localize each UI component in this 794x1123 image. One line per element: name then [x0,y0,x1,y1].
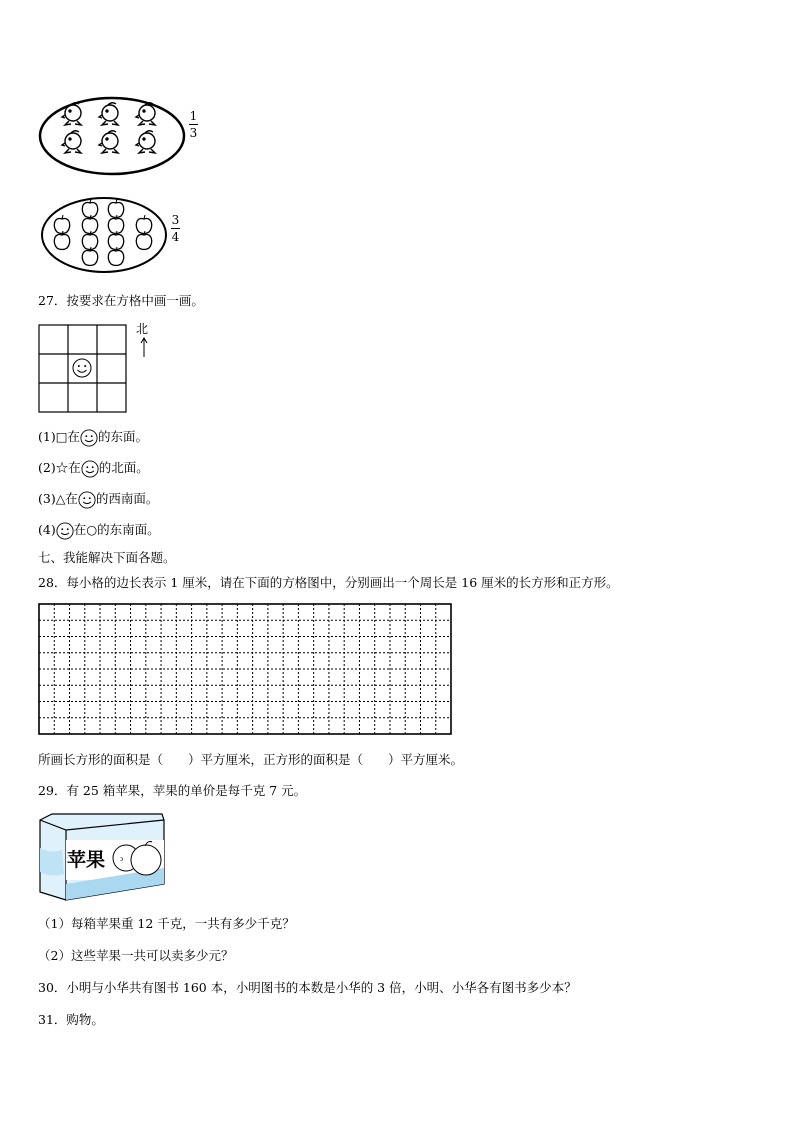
smiley-face-icon [81,460,99,478]
north-arrow-icon [138,337,150,357]
question-27-item-1: (1)□在 的东面。 [38,427,148,447]
north-label: 北 [136,322,149,336]
bird-icon [99,103,118,125]
fraction-three-quarters [171,214,180,243]
question-28-title: 28．每小格的边长表示 1 厘米，请在下面的方格图中，分别画出一个周长是 16 厘米的长方形和正方形。 [38,575,619,590]
smiley-face-icon [80,429,98,447]
question-31-title: 31．购物。 [38,1012,104,1027]
question-27-item-4: (4) 在○的东南面。 [38,520,160,540]
bird-icon [99,131,118,153]
apple-icon [54,231,69,250]
smiley-face-icon [56,522,74,540]
apple-icon [82,247,97,266]
fraction-denominator: 4 [171,230,180,244]
question-29-sub-1: （1）每箱苹果重 12 千克，一共有多少千克？ [38,916,295,931]
question-29-title: 29．有 25 箱苹果，苹果的单价是每千克 7 元。 [38,783,307,798]
apple-icon [82,215,97,234]
fraction-denominator: 3 [189,126,198,140]
apple-icon [136,231,151,250]
birds-ellipse-illustration [38,95,188,177]
direction-grid-3x3[interactable] [38,324,128,414]
apple-icon [82,231,97,250]
apple-icon [108,199,123,218]
question-27-item-2: (2)☆在 的北面。 [38,458,149,478]
fraction-numerator: 3 [171,213,180,227]
apple-icon [108,247,123,266]
apples-ellipse-illustration [40,195,170,275]
apple-icon [82,199,97,218]
question-28-answer-line: 所画长方形的面积是（ ）平方厘米，正方形的面积是（ ）平方厘米。 [38,752,464,767]
bird-icon [136,131,155,153]
bird-icon [136,103,155,125]
apple-icon [108,231,123,250]
north-indicator [136,320,150,357]
smiley-face-icon [78,491,96,509]
apple-icon [108,215,123,234]
svg-text:ɔ: ɔ [120,856,124,863]
bird-icon [62,131,81,153]
fraction-numerator: 1 [189,109,198,123]
question-27-item-3: (3)△在 的西南面。 [38,489,158,509]
apple-box-label: 苹果 [67,849,106,871]
dotted-drawing-grid[interactable] [38,603,452,735]
question-29-sub-2: （2）这些苹果一共可以卖多少元？ [38,948,234,963]
smiley-face-icon [73,359,91,377]
section-7-heading: 七、我能解决下面各题。 [38,550,176,565]
apple-icon [136,215,151,234]
apple-icon [54,215,69,234]
question-27-title: 27．按要求在方格中画一画。 [38,293,204,308]
fraction-one-third [189,110,198,139]
question-30-title: 30．小明与小华共有图书 160 本，小明图书的本数是小华的 3 倍，小明、小华各有图书多少本？ [38,980,577,995]
